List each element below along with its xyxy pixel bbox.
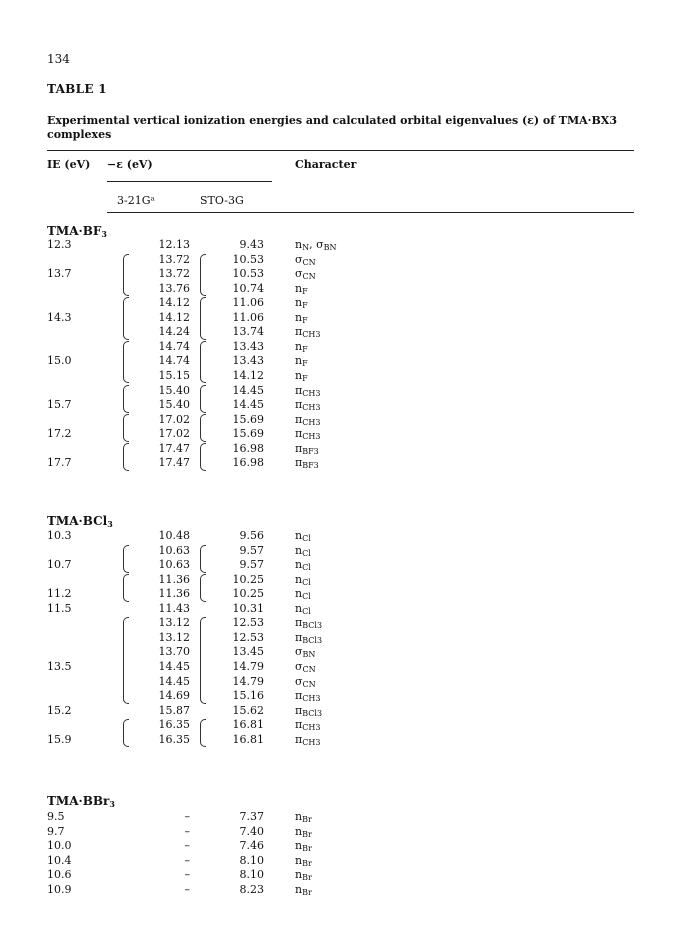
orbital-character: $\pi_{CH3}$ (295, 412, 321, 427)
eigenvalue-321g: – (184, 839, 190, 853)
eigenvalue-321g: 13.70 (158, 645, 190, 659)
orbital-character: $\sigma_{CN}$ (295, 674, 316, 689)
group-brace-sto3g (200, 254, 206, 297)
eigenvalue-321g: 14.45 (158, 674, 190, 688)
eigenvalue-sto3g: 7.40 (239, 824, 264, 838)
orbital-character: $\sigma_{CN}$ (295, 659, 316, 674)
eigenvalue-sto3g: 9.56 (239, 529, 264, 542)
orbital-character: $\pi_{BCl3}$ (295, 630, 323, 645)
orbital-character: $\pi_{CH3}$ (295, 398, 321, 413)
group-brace-321g (123, 385, 129, 413)
eigenvalue-sto3g: 10.25 (232, 572, 264, 586)
eigenvalue-sto3g: 11.06 (232, 310, 264, 324)
section-title: TMA·BBr$_3$ (47, 794, 115, 809)
orbital-character: $n_F$ (295, 296, 308, 311)
ionization-energy: 13.5 (47, 659, 72, 673)
ionization-energy: 12.3 (47, 238, 72, 251)
orbital-character: $n_F$ (295, 310, 308, 325)
header-ie: IE (eV) (47, 158, 91, 171)
table-label: TABLE 1 (47, 82, 107, 96)
eigenvalue-321g: 17.02 (158, 412, 190, 426)
orbital-character: $n_{Br}$ (295, 853, 312, 868)
eigenvalue-sto3g: 7.37 (239, 810, 264, 823)
section-title: $TMA\cdot BF_3$ (47, 224, 107, 239)
orbital-character: $\pi_{BF3}$ (295, 441, 319, 456)
orbital-character: $n_N$, $\sigma_{BN}$ (295, 238, 337, 252)
orbital-character: $n_{Br}$ (295, 839, 312, 854)
eigenvalue-321g: 17.47 (158, 456, 190, 470)
eigenvalue-sto3g: 8.10 (239, 868, 264, 882)
eigenvalue-sto3g: 8.10 (239, 853, 264, 867)
eigenvalue-321g: 12.13 (158, 238, 190, 251)
group-brace-321g (123, 341, 129, 384)
ionization-energy: 10.4 (47, 853, 72, 867)
eigenvalue-sto3g: 14.79 (232, 674, 264, 688)
eigenvalue-sto3g: 16.81 (232, 718, 264, 732)
orbital-character: $\pi_{CH3}$ (295, 689, 321, 704)
header-character: Character (295, 158, 357, 171)
orbital-character: $\sigma_{BN}$ (295, 645, 316, 660)
orbital-character: $\sigma_{CN}$ (295, 267, 316, 282)
eigenvalue-rule (107, 181, 272, 182)
orbital-character: $n_{Cl}$ (295, 601, 311, 616)
eigenvalue-321g: 14.12 (158, 310, 190, 324)
group-brace-321g (123, 414, 129, 442)
group-brace-321g (123, 719, 129, 747)
eigenvalue-321g: – (184, 824, 190, 838)
eigenvalue-321g: 10.48 (158, 529, 190, 542)
eigenvalue-321g: – (184, 882, 190, 896)
ionization-energy: 10.3 (47, 529, 72, 542)
section-title: TMA·BCl$_3$ (47, 514, 113, 529)
eigenvalue-sto3g: 14.79 (232, 659, 264, 673)
ionization-energy: 11.5 (47, 601, 72, 615)
eigenvalue-sto3g: 10.53 (232, 267, 264, 281)
orbital-character: $n_{Cl}$ (295, 543, 311, 558)
eigenvalue-sto3g: 11.06 (232, 296, 264, 310)
eigenvalue-321g: – (184, 868, 190, 882)
header-eigenvalue: −ε (eV) (107, 158, 153, 171)
orbital-character: $\pi_{CH3}$ (295, 732, 321, 747)
eigenvalue-sto3g: 16.81 (232, 732, 264, 746)
eigenvalue-321g: 14.74 (158, 339, 190, 353)
orbital-character: $\pi_{CH3}$ (295, 427, 321, 442)
ionization-energy: 17.7 (47, 456, 72, 470)
orbital-character: $n_F$ (295, 281, 308, 296)
ionization-energy: 14.3 (47, 310, 72, 324)
group-brace-sto3g (200, 385, 206, 413)
eigenvalue-321g: 15.40 (158, 398, 190, 412)
orbital-character: $\pi_{BCl3}$ (295, 703, 323, 718)
orbital-character: $n_{Br}$ (295, 868, 312, 883)
orbital-character: $\pi_{BF3}$ (295, 456, 319, 471)
eigenvalue-sto3g: 12.53 (232, 630, 264, 644)
eigenvalue-sto3g: 12.53 (232, 616, 264, 630)
group-brace-321g (123, 254, 129, 297)
ionization-energy: 15.0 (47, 354, 72, 368)
eigenvalue-sto3g: 9.43 (239, 238, 264, 251)
eigenvalue-sto3g: 10.31 (232, 601, 264, 615)
ionization-energy: 9.5 (47, 810, 65, 823)
eigenvalue-321g: 10.63 (158, 543, 190, 557)
orbital-character: $n_F$ (295, 339, 308, 354)
eigenvalue-sto3g: 10.53 (232, 252, 264, 266)
eigenvalue-321g: 15.40 (158, 383, 190, 397)
group-brace-sto3g (200, 414, 206, 442)
eigenvalue-321g: 17.02 (158, 427, 190, 441)
ionization-energy: 11.2 (47, 587, 72, 601)
eigenvalue-321g: 13.72 (158, 252, 190, 266)
eigenvalue-321g: 15.15 (158, 368, 190, 382)
eigenvalue-sto3g: 16.98 (232, 441, 264, 455)
orbital-character: $\pi_{CH3}$ (295, 325, 321, 340)
orbital-character: $\pi_{CH3}$ (295, 718, 321, 733)
eigenvalue-sto3g: 13.43 (232, 354, 264, 368)
eigenvalue-sto3g: 13.45 (232, 645, 264, 659)
ionization-energy: 10.9 (47, 882, 72, 896)
eigenvalue-321g: 15.87 (158, 703, 190, 717)
ionization-energy: 13.7 (47, 267, 72, 281)
eigenvalue-321g: 14.45 (158, 659, 190, 673)
eigenvalue-sto3g: 8.23 (239, 882, 264, 896)
eigenvalue-sto3g: 15.69 (232, 427, 264, 441)
orbital-character: $\pi_{BCl3}$ (295, 616, 323, 631)
ionization-energy: 15.7 (47, 398, 72, 412)
eigenvalue-321g: 13.12 (158, 616, 190, 630)
eigenvalue-321g: 16.35 (158, 732, 190, 746)
page-number: 134 (47, 52, 70, 66)
eigenvalue-sto3g: 14.45 (232, 398, 264, 412)
orbital-character: $n_{Br}$ (295, 882, 312, 897)
eigenvalue-sto3g: 15.16 (232, 689, 264, 703)
eigenvalue-321g: 14.12 (158, 296, 190, 310)
eigenvalue-321g: 14.69 (158, 689, 190, 703)
orbital-character: $n_{Br}$ (295, 810, 312, 824)
eigenvalue-sto3g: 14.45 (232, 383, 264, 397)
eigenvalue-321g: 13.76 (158, 281, 190, 295)
eigenvalue-321g: 16.35 (158, 718, 190, 732)
group-brace-sto3g (200, 341, 206, 384)
eigenvalue-sto3g: 9.57 (239, 558, 264, 572)
group-brace-321g (123, 297, 129, 340)
group-brace-sto3g (200, 574, 206, 602)
header-rule (107, 212, 634, 213)
orbital-character: $\sigma_{CN}$ (295, 252, 316, 267)
ionization-energy: 9.7 (47, 824, 65, 838)
eigenvalue-321g: 10.63 (158, 558, 190, 572)
orbital-character: $n_F$ (295, 368, 308, 383)
orbital-character: $n_{Cl}$ (295, 572, 311, 587)
group-brace-321g (123, 443, 129, 471)
orbital-character: $n_{Br}$ (295, 824, 312, 839)
group-brace-sto3g (200, 297, 206, 340)
eigenvalue-sto3g: 14.12 (232, 368, 264, 382)
eigenvalue-321g: 11.36 (158, 587, 190, 601)
eigenvalue-321g: 14.74 (158, 354, 190, 368)
eigenvalue-sto3g: 15.62 (232, 703, 264, 717)
eigenvalue-sto3g: 9.57 (239, 543, 264, 557)
ionization-energy: 17.2 (47, 427, 72, 441)
eigenvalue-321g: 14.24 (158, 325, 190, 339)
eigenvalue-321g: – (184, 853, 190, 867)
group-brace-sto3g (200, 719, 206, 747)
orbital-character: $n_{Cl}$ (295, 529, 311, 543)
eigenvalue-sto3g: 13.43 (232, 339, 264, 353)
eigenvalue-321g: 13.72 (158, 267, 190, 281)
ionization-energy: 10.6 (47, 868, 72, 882)
top-rule (47, 150, 634, 151)
eigenvalue-sto3g: 7.46 (239, 839, 264, 853)
group-brace-321g (123, 574, 129, 602)
header-basis-321g: 3-21Gᵃ (117, 194, 155, 207)
orbital-character: $\pi_{CH3}$ (295, 383, 321, 398)
eigenvalue-321g: 17.47 (158, 441, 190, 455)
group-brace-sto3g (200, 545, 206, 573)
eigenvalue-sto3g: 13.74 (232, 325, 264, 339)
group-brace-sto3g (200, 443, 206, 471)
ionization-energy: 15.9 (47, 732, 72, 746)
ionization-energy: 15.2 (47, 703, 72, 717)
orbital-character: $n_{Cl}$ (295, 587, 311, 602)
table-caption: Experimental vertical ionization energies and calculated orbital eigenvalues (ε) of TMA·BX3 complexes (47, 114, 617, 141)
eigenvalue-sto3g: 15.69 (232, 412, 264, 426)
eigenvalue-321g: – (184, 810, 190, 823)
header-basis-sto3g: STO-3G (200, 194, 244, 207)
group-brace-sto3g (200, 617, 206, 703)
ionization-energy: 10.0 (47, 839, 72, 853)
eigenvalue-321g: 13.12 (158, 630, 190, 644)
ionization-energy: 10.7 (47, 558, 72, 572)
orbital-character: $n_{Cl}$ (295, 558, 311, 573)
orbital-character: $n_F$ (295, 354, 308, 369)
eigenvalue-sto3g: 10.74 (232, 281, 264, 295)
eigenvalue-sto3g: 10.25 (232, 587, 264, 601)
eigenvalue-321g: 11.36 (158, 572, 190, 586)
eigenvalue-321g: 11.43 (158, 601, 190, 615)
group-brace-321g (123, 545, 129, 573)
group-brace-321g (123, 617, 129, 703)
eigenvalue-sto3g: 16.98 (232, 456, 264, 470)
